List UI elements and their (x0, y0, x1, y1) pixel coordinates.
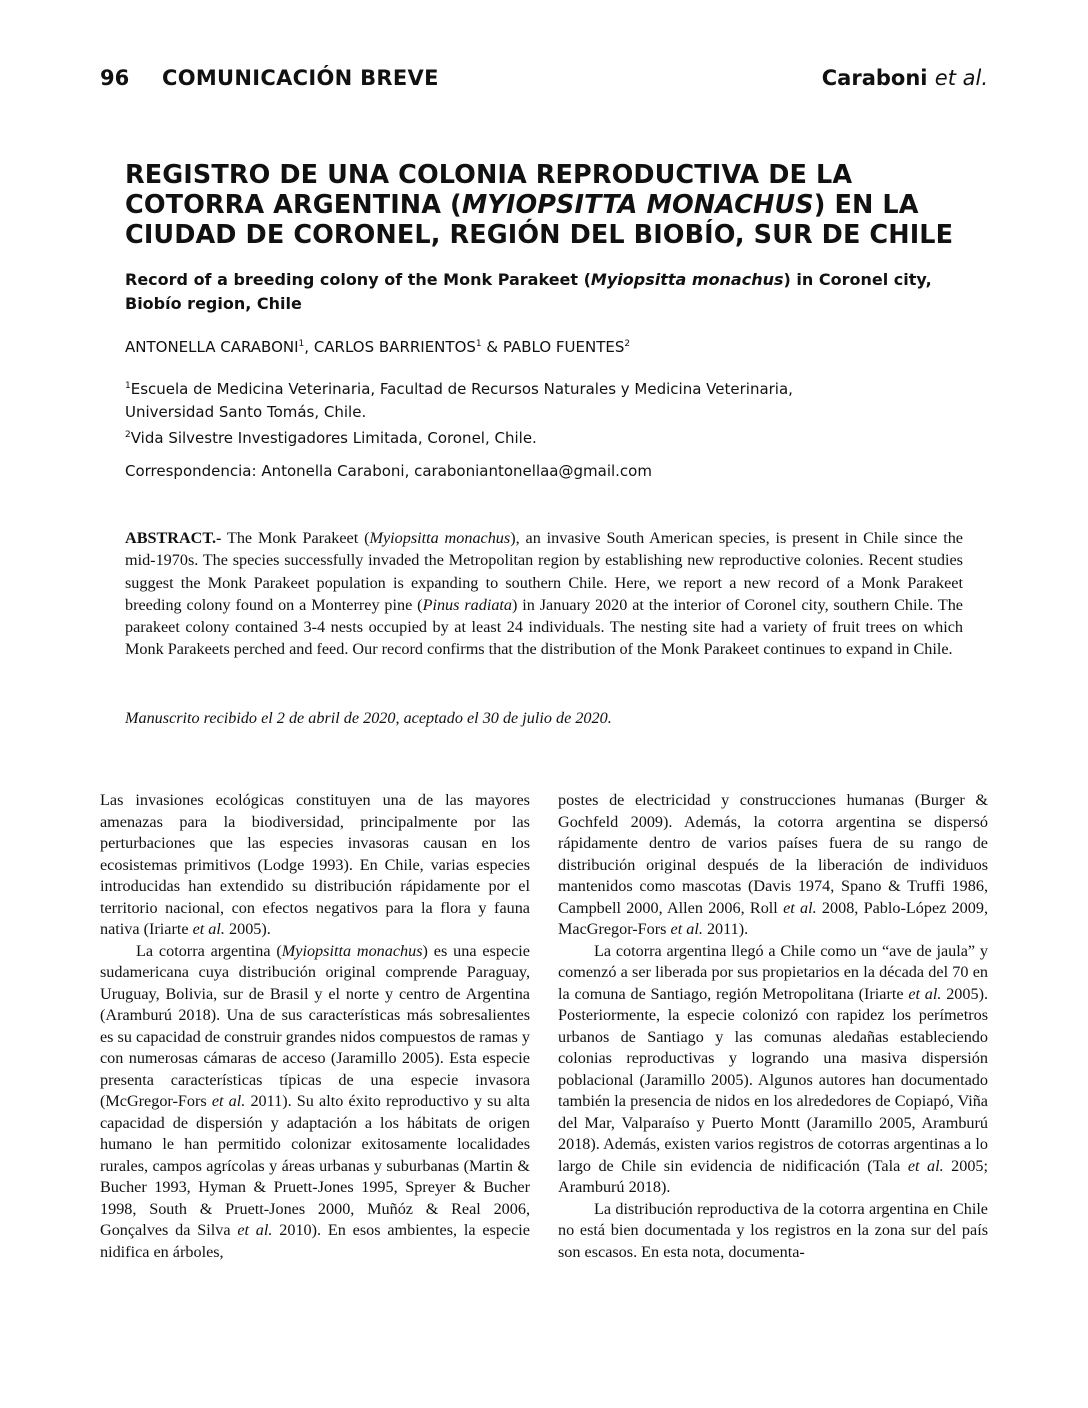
abstract-species: Pinus radiata (422, 595, 512, 614)
subtitle-line-2: Biobío region, Chile (125, 294, 302, 313)
running-head (100, 66, 988, 96)
abstract-species: Myiopsitta monachus (369, 529, 511, 547)
article-title (125, 160, 965, 250)
body-italic: Myiopsitta monachus (281, 941, 423, 960)
body-italic: et al. (211, 1092, 246, 1110)
body-text: 2011). Su alto éxito reproductivo y su alta capacidad de dispersión y adaptación a los hábitats de origen humano le han permitido colonizar exitosamente localidades rurales, campos agrícolas y áreas urbanas y suburbanas (Martin & Bucher 1993, Hyman & Pruett-Jones 1995, Spreyer & Bucher 1998, South & Pruett-Jones 2000, Muñóz & Real 2006, Gonçalves da Silva (100, 1092, 530, 1239)
body-paragraph (100, 790, 530, 941)
body-paragraph (558, 941, 988, 1199)
body-italic: et al. (783, 898, 817, 917)
subtitle-part-2: ) in Coronel city, (783, 270, 932, 289)
title-line-1: REGISTRO DE UNA COLONIA REPRODUCTIVA DE LA (125, 160, 853, 190)
author-affiliation-mark: 2 (624, 339, 631, 349)
body-italic: et al. (237, 1221, 273, 1239)
author-name: PABLO FUENTES (502, 338, 625, 356)
correspondence: Correspondencia: Antonella Caraboni, caraboniantonellaa@gmail.com (125, 462, 652, 480)
abstract (125, 527, 963, 661)
author-name: CARLOS BARRIENTOS (313, 338, 476, 356)
subtitle-part-1: Record of a breeding colony of the Monk Parakeet ( (125, 270, 591, 289)
body-italic: et al. (908, 984, 942, 1003)
abstract-text: ) in January 2020 at the interior of Coronel city, southern Chile. The parakeet colony contained 3-4 nests occupied by at least 24 individuals. The nesting site had a variety of fruit trees on which Monk Parakeets perched and feed. Our record confirms that the distribution of the Monk Parakeet continues to expand in Chile. (125, 595, 963, 659)
author-affiliation-mark: 1 (475, 339, 482, 349)
page-number: 96 (100, 66, 130, 90)
body-text: postes de electricidad y construcciones humanas (Burger & Gochfeld 2009). Además, la cotorra argentina se dispersó rápidamente dentro de varios países fuera de su rango de distribución original después de la liberación de individuos mantenidos como mascotas (Davis 1974, Spano & Truffi 1986, Campbell 2000, Allen 2006, Roll (558, 791, 988, 917)
author-affiliation-mark: 1 (298, 339, 305, 349)
title-line-2a: COTORRA ARGENTINA ( (125, 190, 462, 220)
body-text: 2011). (702, 920, 749, 938)
affiliation-2: Vida Silvestre Investigadores Limitada, Coronel, Chile. (130, 429, 537, 447)
running-et-al: et al. (934, 66, 988, 90)
author-name: ANTONELLA CARABONI (125, 338, 299, 356)
affiliation-1-line-2: Universidad Santo Tomás, Chile. (125, 403, 367, 421)
author-separator: , (304, 338, 314, 356)
body-paragraph (558, 1199, 988, 1264)
body-paragraph (100, 941, 530, 1264)
body-text: ) es una especie sudamericana cuya distribución original comprende Paraguay, Uruguay, Bolivia, sur de Brasil y el norte y centro de Argentina (Aramburú 2018). Una de sus características más sobresalientes es su capacidad de construir grandes nidos compuestos de ramas y con numerosas cámaras de acceso (Jaramillo 2005). Esta especie presenta características típicas de una especie invasora (McGregor-Fors (100, 941, 530, 1110)
body-text: 2010). En esos ambientes, la especie nidifica en árboles, (100, 1221, 530, 1261)
body-column-left (100, 790, 530, 1263)
affiliations (125, 375, 985, 450)
body-text: 2005). (224, 920, 271, 938)
running-author-name: Caraboni (821, 66, 928, 90)
body-italic: et al. (907, 1156, 944, 1175)
body-text: Las invasiones ecológicas constituyen una de las mayores amenazas para la biodiversidad, principalmente por las perturbaciones que las especies invasoras causan en los ecosistemas primitivos (Lodge 1993). En Chile, varias especies introducidas han extendido su distribución rápidamente por el territorio nacional, con efectos negativos para la flora y fauna nativa (Iriarte (100, 791, 530, 938)
received-note: Manuscrito recibido el 2 de abril de 2020, aceptado el 30 de julio de 2020. (125, 709, 612, 727)
body-text: La cotorra argentina llegó a Chile como un “ave de jaula” y comenzó a ser liberada por sus propietarios en la década del 70 en la comuna de Santiago, región Metropolitana (Iriarte (558, 941, 988, 1003)
body-column-right (558, 790, 988, 1263)
english-title (125, 268, 975, 316)
subtitle-species: Myiopsitta monachus (590, 270, 784, 289)
body-italic: et al. (670, 920, 703, 938)
author-separator: & (481, 338, 503, 356)
abstract-text: ), an invasive South American species, is present in Chile since the mid-1970s. The species successfully invaded the Metropolitan region by establishing new reproductive colonies. Recent studies suggest the Monk Parakeet population is expanding to southern Chile. Here, we report a new record of a Monk Parakeet breeding colony found on a Monterrey pine ( (125, 529, 963, 614)
section-label: COMUNICACIÓN BREVE (162, 66, 439, 90)
body-text: 2005). Posteriormente, la especie colonizó con rapidez los perímetros urbanos de Santiago y las comunas aledañas estableciendo colonias reproductivas y logrando una masiva dispersión poblacional (Jaramillo 2005). Algunos autores han documentado también la presencia de nidos en los alrededores de Copiapó, Viña del Mar, Valparaíso y Puerto Montt (Jaramillo 2005, Aramburú 2018). Además, existen varios registros de cotorras argentinas a lo largo de Chile sin evidencia de nidificación (Tala (558, 984, 989, 1175)
body-paragraph (558, 790, 988, 941)
body-text: 2005; Aramburú 2018). (558, 1156, 989, 1196)
title-line-3: CIUDAD DE CORONEL, REGIÓN DEL BIOBÍO, SUR DE CHILE (125, 220, 954, 250)
running-author (822, 66, 988, 90)
abstract-label: ABSTRACT.- (125, 529, 222, 547)
affiliation-number: 2 (125, 430, 131, 440)
abstract-text: The Monk Parakeet ( (221, 529, 370, 547)
title-line-2b: ) EN LA (813, 190, 919, 220)
author-list (125, 333, 965, 358)
affiliation-number: 1 (125, 381, 131, 391)
body-text: 2008, Pablo-López 2009, MacGregor-Fors (558, 898, 988, 938)
body-italic: et al. (192, 920, 225, 938)
body-text: La distribución reproductiva de la cotorra argentina en Chile no está bien documentada y los registros en la zona sur del país son escasos. En esta nota, documenta- (558, 1199, 988, 1261)
body-text: La cotorra argentina ( (136, 941, 282, 960)
title-species: MYIOPSITTA MONACHUS (461, 190, 814, 220)
affiliation-1-line-1: Escuela de Medicina Veterinaria, Facultad de Recursos Naturales y Medicina Veterinaria, (130, 380, 793, 398)
